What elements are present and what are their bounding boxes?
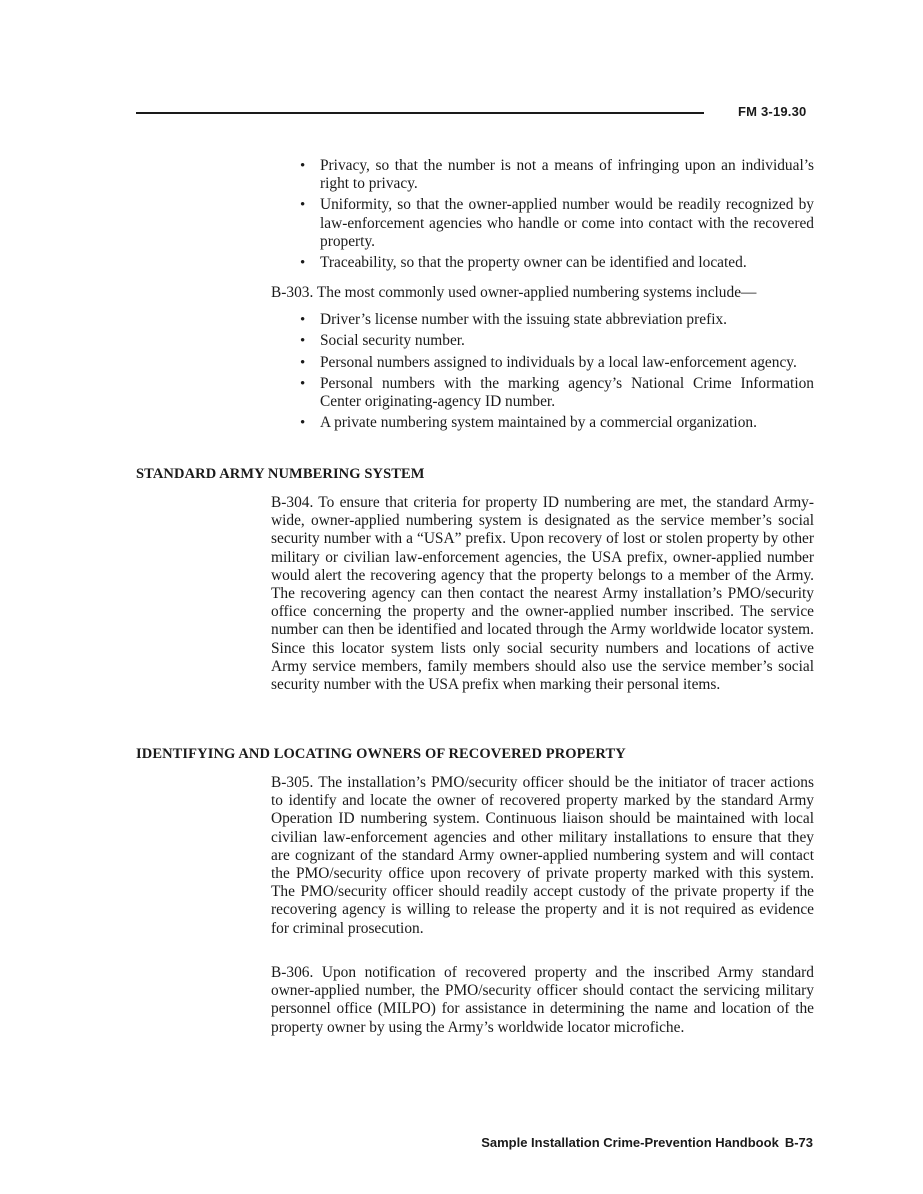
bullet-icon: • [300, 197, 306, 214]
b304-block [271, 494, 814, 694]
list-item: • Driver’s license number with the issuing state abbreviation prefix. [300, 311, 728, 329]
page-number: B-73 [784, 1135, 813, 1150]
list-item: • A private numbering system maintained by a commercial organization. [300, 414, 757, 432]
list-item: • Personal numbers with the marking agency’s National Crime Information Center originating-agency ID number. [300, 374, 814, 411]
top-bullet-block [271, 157, 814, 275]
bullet-icon: • [300, 312, 306, 329]
bullet-icon: • [300, 375, 306, 392]
b305-block [271, 774, 814, 938]
page-footer [481, 1135, 813, 1150]
footer-title: Sample Installation Crime-Prevention Handbook [481, 1135, 779, 1150]
bullet-icon: • [300, 415, 306, 432]
bullet-icon: • [300, 158, 306, 174]
list-item: • Privacy, so that the number is not a means of infringing upon an individual’s right to privacy. [300, 157, 814, 193]
list-item: • Social security number. [300, 332, 465, 350]
b303-block [271, 284, 814, 435]
paragraph-b305: B-305. The installation’s PMO/security officer should be the initiator of tracer actions to identify and locate the owner of recovered property marked by the standard Army Operation ID numbering system. Continuous liaison should be maintained with local civilian law-enforcement agencies and other military installations to ensure that they are cognizant of the standard Army owner-applied numbering system and will contact the PMO/security office upon recovery of private property marked with this system. The PMO/security officer should readily accept custody of the private property if the recovering agency is willing to release the property and it is not required as evidence for criminal prosecution. [271, 774, 814, 937]
paragraph-b306: B-306. Upon notification of recovered property and the inscribed Army standard owner-applied number, the PMO/security officer should contact the servicing military personnel office (MILPO) for assistance in determining the name and location of the property owner by using the Army’s worldwide locator microfiche. [271, 964, 814, 1036]
bullet-icon: • [300, 255, 306, 272]
b306-block [271, 964, 814, 1037]
list-item: • Personal numbers assigned to individuals by a local law-enforcement agency. [300, 353, 797, 371]
section-heading-identifying: IDENTIFYING AND LOCATING OWNERS OF RECOVERED PROPERTY [136, 746, 626, 762]
bullet-icon: • [300, 333, 306, 350]
list-item: • Uniformity, so that the owner-applied number would be readily recognized by law-enforcement agencies who handle or come into contact with the recovered property. [300, 196, 814, 250]
paragraph-b303: B-303. The most commonly used owner-applied numbering systems include— [271, 284, 757, 301]
paragraph-b304: B-304. To ensure that criteria for property ID numbering are met, the standard Army-wide, owner-applied numbering system is designated as the service member’s social security number with a “USA” prefix. Upon recovery of lost or stolen property by other military or civilian law-enforcement agencies, the USA prefix, owner-applied number would alert the recovering agency that the property belongs to a member of the Army. The recovering agency can then contact the nearest Army installation’s PMO/security office concerning the property and the owner-applied number inscribed. The service number can then be identified and located through the Army worldwide locator system. Since this locator system lists only social security numbers and locations of active Army service members, family members should also use the service member’s social security number with the USA prefix when marking their personal items. [271, 494, 814, 694]
bullet-icon: • [300, 354, 306, 371]
section-heading-standard: STANDARD ARMY NUMBERING SYSTEM [136, 466, 425, 482]
numbering-systems-bullet-list [271, 311, 814, 432]
document-code: FM 3-19.30 [738, 104, 807, 119]
list-item: • Traceability, so that the property owner can be identified and located. [300, 254, 747, 272]
header-rule [136, 112, 704, 114]
criteria-bullet-list [271, 157, 814, 272]
